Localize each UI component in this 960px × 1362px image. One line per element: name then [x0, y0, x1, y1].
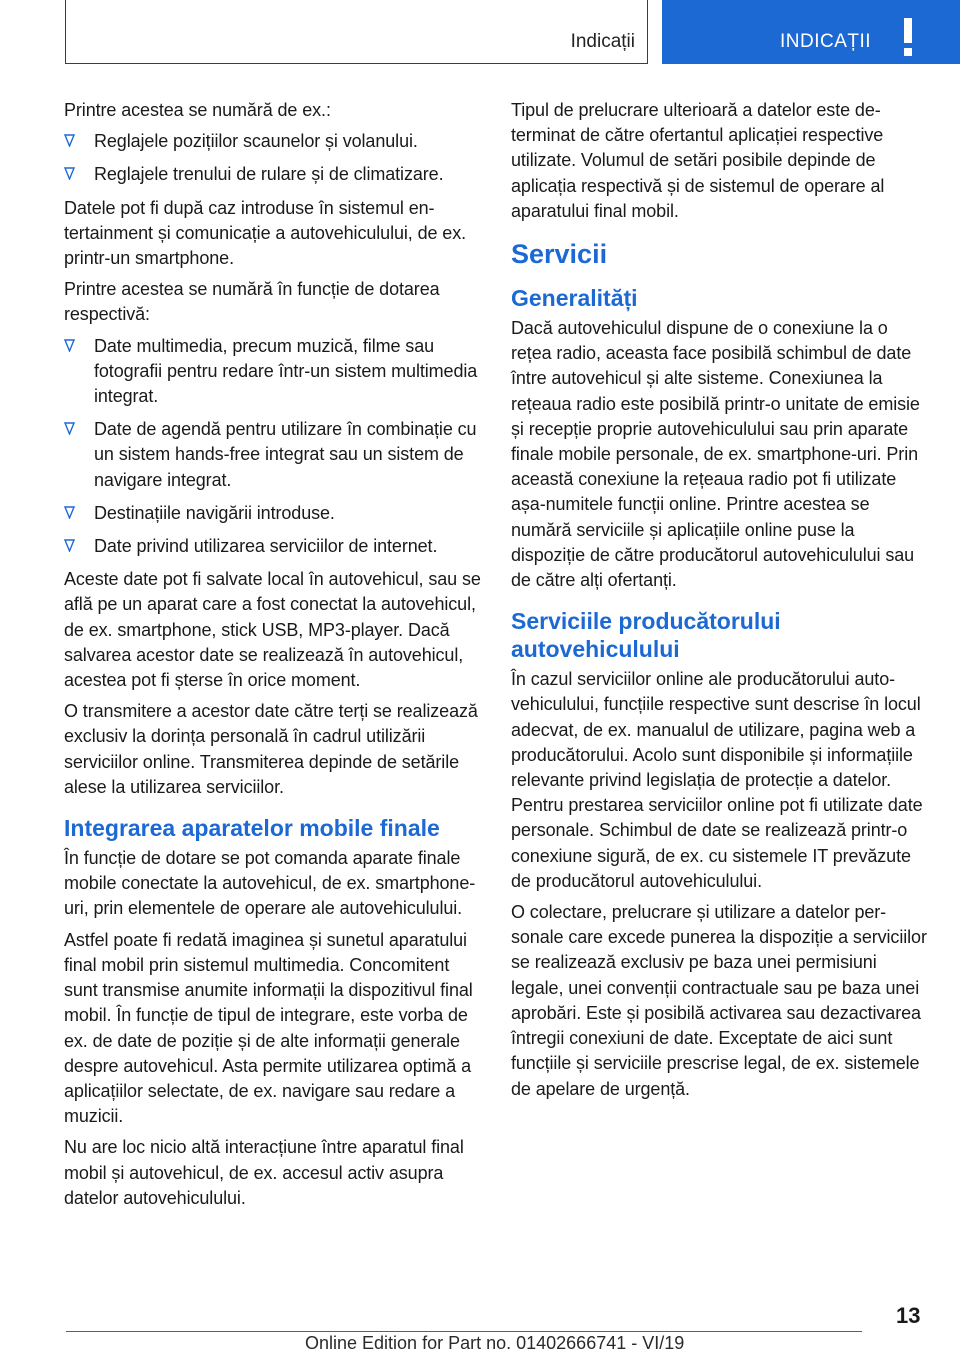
- paragraph: Nu are loc nicio altă interacțiune între aparatul final mobil și autovehicul, de ex. accesul activ asupra datelor autovehiculului.: [64, 1137, 464, 1208]
- chapter-title: INDICAȚII: [780, 31, 872, 52]
- exclamation-icon: [898, 18, 918, 58]
- section-heading: Generalități: [511, 285, 638, 312]
- paragraph: O transmitere a acestor date către terți se realizează exclusiv la dorința personală în cadrul utilizării serviciilor online. Transmiterea depinde de setările alese la utilizarea serviciilor.: [64, 701, 478, 797]
- right-column: [511, 98, 931, 1108]
- page-number: 13: [896, 1303, 921, 1328]
- paragraph: Printre acestea se numără de ex.:: [64, 100, 331, 120]
- paragraph: Tipul de prelucrare ulterioară a datelor este determinat de către ofertantul aplicației respective utilizate. Volumul de setări posibile depinde de aplicația respectivă și de sistemul de operare al aparatului final mobil.: [511, 100, 885, 221]
- list-item-text: Date multimedia, precum muzică, filme sau fotografii pentru redare într-un sistem multimedia integrat.: [94, 335, 478, 407]
- list-item-text: Date de agendă pentru utilizare în combinație cu un sistem hands-free integrat sau un sistem de navigare integrat.: [94, 419, 477, 490]
- list-item: [64, 501, 484, 526]
- bullet-list: [64, 129, 484, 187]
- paragraph: Datele pot fi după caz introduse în sistemul entertainment și comunicație a autovehiculului, de ex. printr-un smartphone.: [64, 197, 467, 269]
- list-item-text: Reglajele trenului de rulare și de climatizare.: [94, 164, 444, 185]
- paragraph: În funcție de dotare se pot comanda aparate finale mobile conectate la autovehicul, de ex. smartphone-uri, prin elementele de operare ale autovehiculului.: [64, 848, 476, 919]
- header-section-title: Indicații: [570, 31, 635, 52]
- list-item: [64, 162, 484, 187]
- header-chapter-tab: [662, 0, 960, 64]
- list-item-text: Destinațiile navigării introduse.: [94, 502, 335, 523]
- list-item-text: Reglajele pozițiilor scaunelor și volanului.: [94, 131, 418, 152]
- paragraph: Astfel poate fi redată imaginea și sunetul aparatului final mobil prin sistemul multimedia. Concomitent sunt transmise anumite informații la dispozitivul final mobil. În funcție de tipul de integrare, este vorba de ex. de date de poziție și de alte informații generale despre autovehicul. Asta permite utilizarea optimă a aplicațiilor selectate, de ex. navigare sau redare a muzicii.: [64, 929, 473, 1127]
- triangle-bullet-icon: [64, 167, 75, 180]
- list-item: [64, 534, 484, 559]
- triangle-bullet-icon: [64, 539, 75, 552]
- triangle-bullet-icon: [64, 422, 75, 435]
- paragraph: Dacă autovehiculul dispune de o conexiune la o rețea radio, aceasta face posibilă schimbul de date între autovehicul și alte sisteme. Conexiunea la rețeaua radio este posibilă printr-o unitate de emisie și recepție proprie autovehiculului sau prin aparate finale mobile personale, de ex. smartphone-uri. Prin această conexiune la rețeaua radio pot fi utilizate așa-numitele funcții online. Printre acestea se numără serviciile și aplicațiile online puse la dispoziție de către producătorul autovehiculului sau de către alți ofertanți.: [511, 318, 920, 591]
- chapter-heading: Servicii: [511, 239, 608, 270]
- paragraph: Printre acestea se numără în funcție de dotarea respectivă:: [64, 279, 440, 325]
- paragraph: Aceste date pot fi salvate local în autovehicul, sau se află pe un aparat care a fost conectat la autovehicul, de ex. smartphone, stick USB, MP3-player. Dacă salvarea acestor date se realizează în autovehicul, acestea pot fi șterse în orice moment.: [64, 569, 481, 691]
- left-column: [64, 98, 484, 1217]
- footer-edition-text: Online Edition for Part no. 01402666741 - VI/19: [305, 1333, 685, 1353]
- list-item: [64, 129, 484, 154]
- header-left-box: [65, 0, 648, 64]
- section-heading: Serviciile producătorului autovehiculului: [511, 608, 781, 663]
- list-item-text: Date privind utilizarea serviciilor de internet.: [94, 536, 438, 557]
- bullet-list: [64, 334, 484, 560]
- triangle-bullet-icon: [64, 339, 75, 352]
- paragraph: În cazul serviciilor online ale producătorului autovehiculului, funcțiile respective sunt descrise în locul adecvat, de ex. manualul de utilizare, pagina web a producătorului. Acolo sunt disponibile și informațiile relevante privind legislația de protecție a datelor. Pentru prestarea serviciilor online pot fi utilizate date personale. Schimbul de date se realizează printr-o conexiune sigură, de ex. cu sistemele IT prevăzute de producătorul autovehiculului.: [511, 669, 923, 891]
- list-item: [64, 334, 484, 410]
- section-heading: Integrarea aparatelor mobile finale: [64, 815, 440, 842]
- paragraph: O colectare, prelucrare și utilizare a datelor personale care excede punerea la dispoziție a serviciilor se realizează exclusiv pe baza unei permisiuni legale, unei convenții contractuale sau pe baza unei aprobări. Este și posibilă activarea sau dezactivarea întregii conexiuni de date. Exceptate de aici sunt funcțiile și serviciile prescrise legal, de ex. sistemele de apelare de urgență.: [511, 902, 927, 1099]
- list-item: [64, 417, 484, 493]
- triangle-bullet-icon: [64, 506, 75, 519]
- footer-divider: [66, 1331, 862, 1332]
- triangle-bullet-icon: [64, 134, 75, 147]
